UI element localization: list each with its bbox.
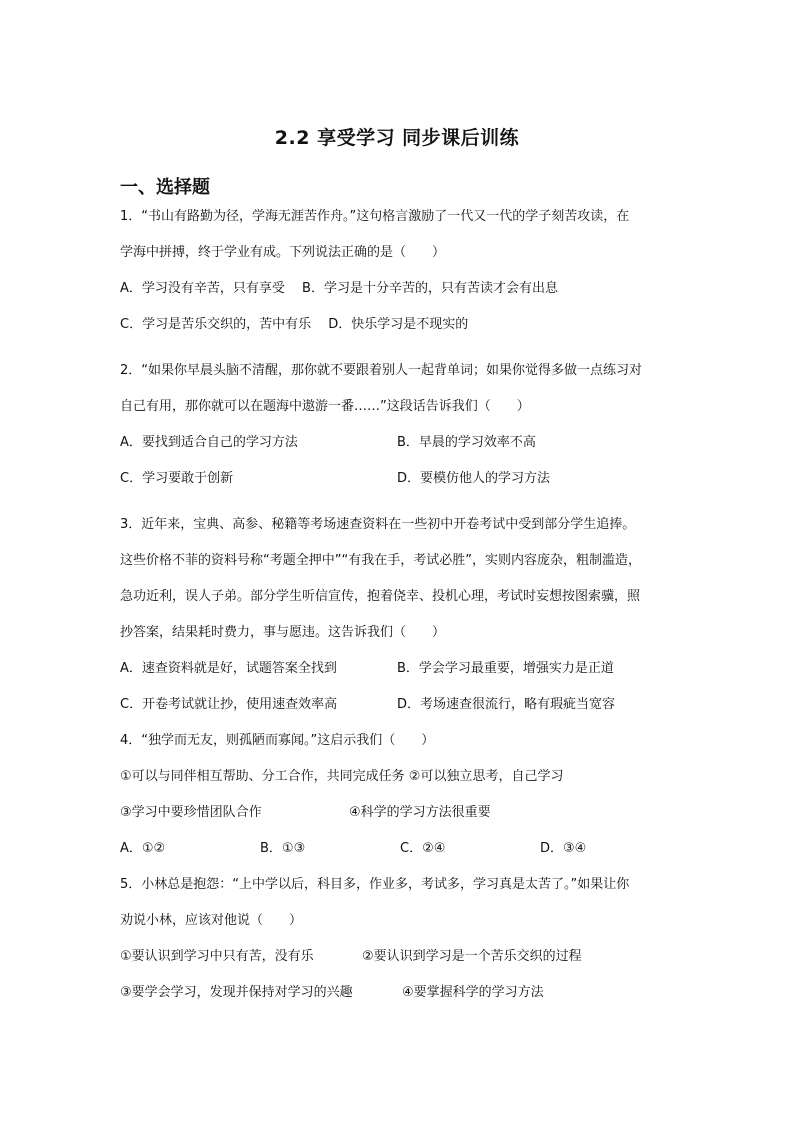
- question-4-option-b: B．①③: [260, 841, 306, 856]
- question-2-stem-line-2: 自己有用，那你就可以在题海中遨游一番……”这段话告诉我们（ ）: [120, 399, 530, 414]
- question-3-options-row-2: [120, 692, 680, 728]
- question-2-option-d: D．要模仿他人的学习方法: [397, 471, 551, 486]
- question-3: [120, 512, 680, 728]
- question-2-options-row-1: [120, 430, 680, 466]
- question-4-statements-row-1: [120, 764, 680, 800]
- question-3-option-c: C．开卷考试就让抄，使用速查效率高: [120, 697, 338, 712]
- question-3-option-d: D．考场速查很流行，略有瑕疵当宽容: [397, 697, 616, 712]
- question-1: [120, 204, 680, 348]
- question-4-statement-4: ④科学的学习方法很重要: [349, 805, 491, 820]
- question-5-statement-1: ①要认识到学习中只有苦，没有乐: [120, 949, 314, 964]
- question-5-stem-line-1: 5．小林总是抱怨：“上中学以后，科目多，作业多，考试多，学习真是太苦了。”如果让你: [120, 877, 630, 892]
- question-4-option-c: C．②④: [400, 841, 446, 856]
- question-2-stem-line-1: 2．“如果你早晨头脑不清醒，那你就不要跟着别人一起背单词；如果你觉得多做一点练习对: [120, 363, 643, 378]
- question-3-stem-line-2: 这些价格不菲的资料号称“考题全押中”“有我在手，考试必胜”，实则内容庞杂，粗制滥造，: [120, 553, 641, 568]
- question-3-stem-line-4: 抄答案，结果耗时费力，事与愿违。这告诉我们（ ）: [120, 625, 446, 640]
- question-3-stem-line-3: 急功近利，误人子弟。部分学生听信宣传，抱着侥幸、投机心理，考试时妄想按图索骥，照: [120, 589, 641, 604]
- question-1-stem-line-1: 1．“书山有路勤为径，学海无涯苦作舟。”这句格言激励了一代又一代的学子刻苦攻读，在: [120, 209, 630, 224]
- question-1-options-row-2: [120, 312, 680, 348]
- question-2-options-row-2: [120, 466, 680, 502]
- question-4-option-d: D．③④: [540, 841, 587, 856]
- question-2: [120, 358, 680, 502]
- question-5-statement-2: ②要认识到学习是一个苦乐交织的过程: [362, 949, 582, 964]
- question-1-stem-line-2: 学海中拼搏，终于学业有成。下列说法正确的是（ ）: [120, 245, 446, 260]
- question-4-statement-1: ①可以与同伴相互帮助、分工合作，共同完成任务: [120, 769, 405, 784]
- question-5-statement-3: ③要学会学习，发现并保持对学习的兴趣: [120, 985, 353, 1000]
- question-4: [120, 728, 680, 872]
- question-5-statements-row-2: [120, 980, 680, 1016]
- question-1-option-c: C．学习是苦乐交织的，苦中有乐: [120, 317, 312, 332]
- question-5-statements-row-1: [120, 944, 680, 980]
- question-4-statements-row-2: [120, 800, 680, 836]
- question-2-option-a: A．要找到适合自己的学习方法: [120, 435, 298, 450]
- question-list: [120, 204, 680, 1016]
- question-3-option-b: B．学会学习最重要，增强实力是正道: [397, 661, 614, 676]
- question-3-stem-line-1: 3．近年来，宝典、高参、秘籍等考场速查资料在一些初中开卷考试中受到部分学生追捧。: [120, 517, 636, 532]
- question-4-options-row: [120, 836, 680, 872]
- page-title: 2.2 享受学习 同步课后训练: [274, 127, 520, 149]
- question-1-option-b: B．学习是十分辛苦的，只有苦读才会有出息: [302, 281, 558, 296]
- question-2-option-c: C．学习要敢于创新: [120, 471, 234, 486]
- question-1-option-a: A．学习没有辛苦，只有享受: [120, 281, 285, 296]
- question-2-option-b: B．早晨的学习效率不高: [397, 435, 536, 450]
- question-5: [120, 872, 680, 1016]
- question-3-options-row-1: [120, 656, 680, 692]
- question-1-options-row-1: [120, 276, 680, 312]
- question-4-stem-line-1: 4．“独学而无友，则孤陋而寡闻。”这启示我们（ ）: [120, 733, 435, 748]
- question-5-statement-4: ④要掌握科学的学习方法: [402, 985, 544, 1000]
- section-heading: 一、选择题: [120, 177, 210, 198]
- question-5-stem-line-2: 劝说小林，应该对他说（ ）: [120, 913, 303, 928]
- question-3-option-a: A．速查资料就是好，试题答案全找到: [120, 661, 337, 676]
- question-4-statement-3: ③学习中要珍惜团队合作: [120, 805, 262, 820]
- question-4-statement-2: ②可以独立思考，自己学习: [408, 769, 564, 784]
- question-4-option-a: A．①②: [120, 841, 166, 856]
- question-1-option-d: D．快乐学习是不现实的: [328, 317, 469, 332]
